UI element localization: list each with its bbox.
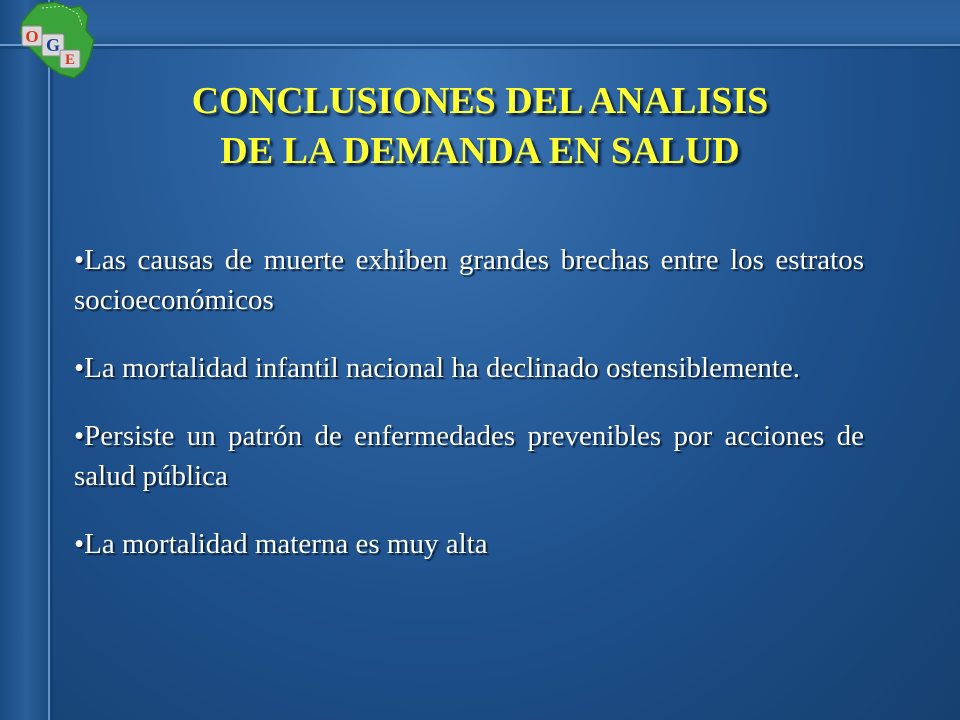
bullet-text: La mortalidad infantil nacional ha declinado ostensiblemente. bbox=[84, 352, 801, 384]
bullet-marker: • bbox=[74, 420, 85, 452]
bullet-text: Las causas de muerte exhiben grandes brechas entre los estratos socioeconómicos bbox=[74, 244, 864, 316]
bullet-marker: • bbox=[74, 528, 85, 560]
bullet-marker: • bbox=[74, 244, 85, 276]
letter-o-tile bbox=[22, 26, 42, 46]
title-line-1: CONCLUSIONES DEL ANALISIS bbox=[191, 80, 769, 122]
svg-text:O: O bbox=[25, 27, 39, 46]
bullet-item bbox=[74, 240, 864, 320]
title-line-2: DE LA DEMANDA EN SALUD bbox=[220, 130, 740, 172]
bullet-text: La mortalidad materna es muy alta bbox=[84, 528, 488, 560]
top-decorative-band bbox=[50, 0, 960, 44]
svg-text:E: E bbox=[64, 52, 76, 68]
bullet-item bbox=[74, 524, 864, 564]
bullet-list bbox=[74, 240, 864, 592]
slide-title bbox=[60, 76, 900, 176]
bullet-marker: • bbox=[74, 352, 85, 384]
bullet-item bbox=[74, 416, 864, 496]
bullet-text: Persiste un patrón de enfermedades prevenibles por acciones de salud pública bbox=[74, 420, 864, 492]
bullet-item bbox=[74, 348, 864, 388]
vertical-accent-shadow bbox=[50, 0, 53, 720]
horizontal-accent-shadow bbox=[0, 46, 960, 49]
oge-logo-icon bbox=[8, 0, 100, 82]
svg-text:G: G bbox=[45, 35, 61, 55]
letter-e-tile bbox=[60, 50, 80, 68]
left-decorative-band bbox=[0, 0, 48, 720]
